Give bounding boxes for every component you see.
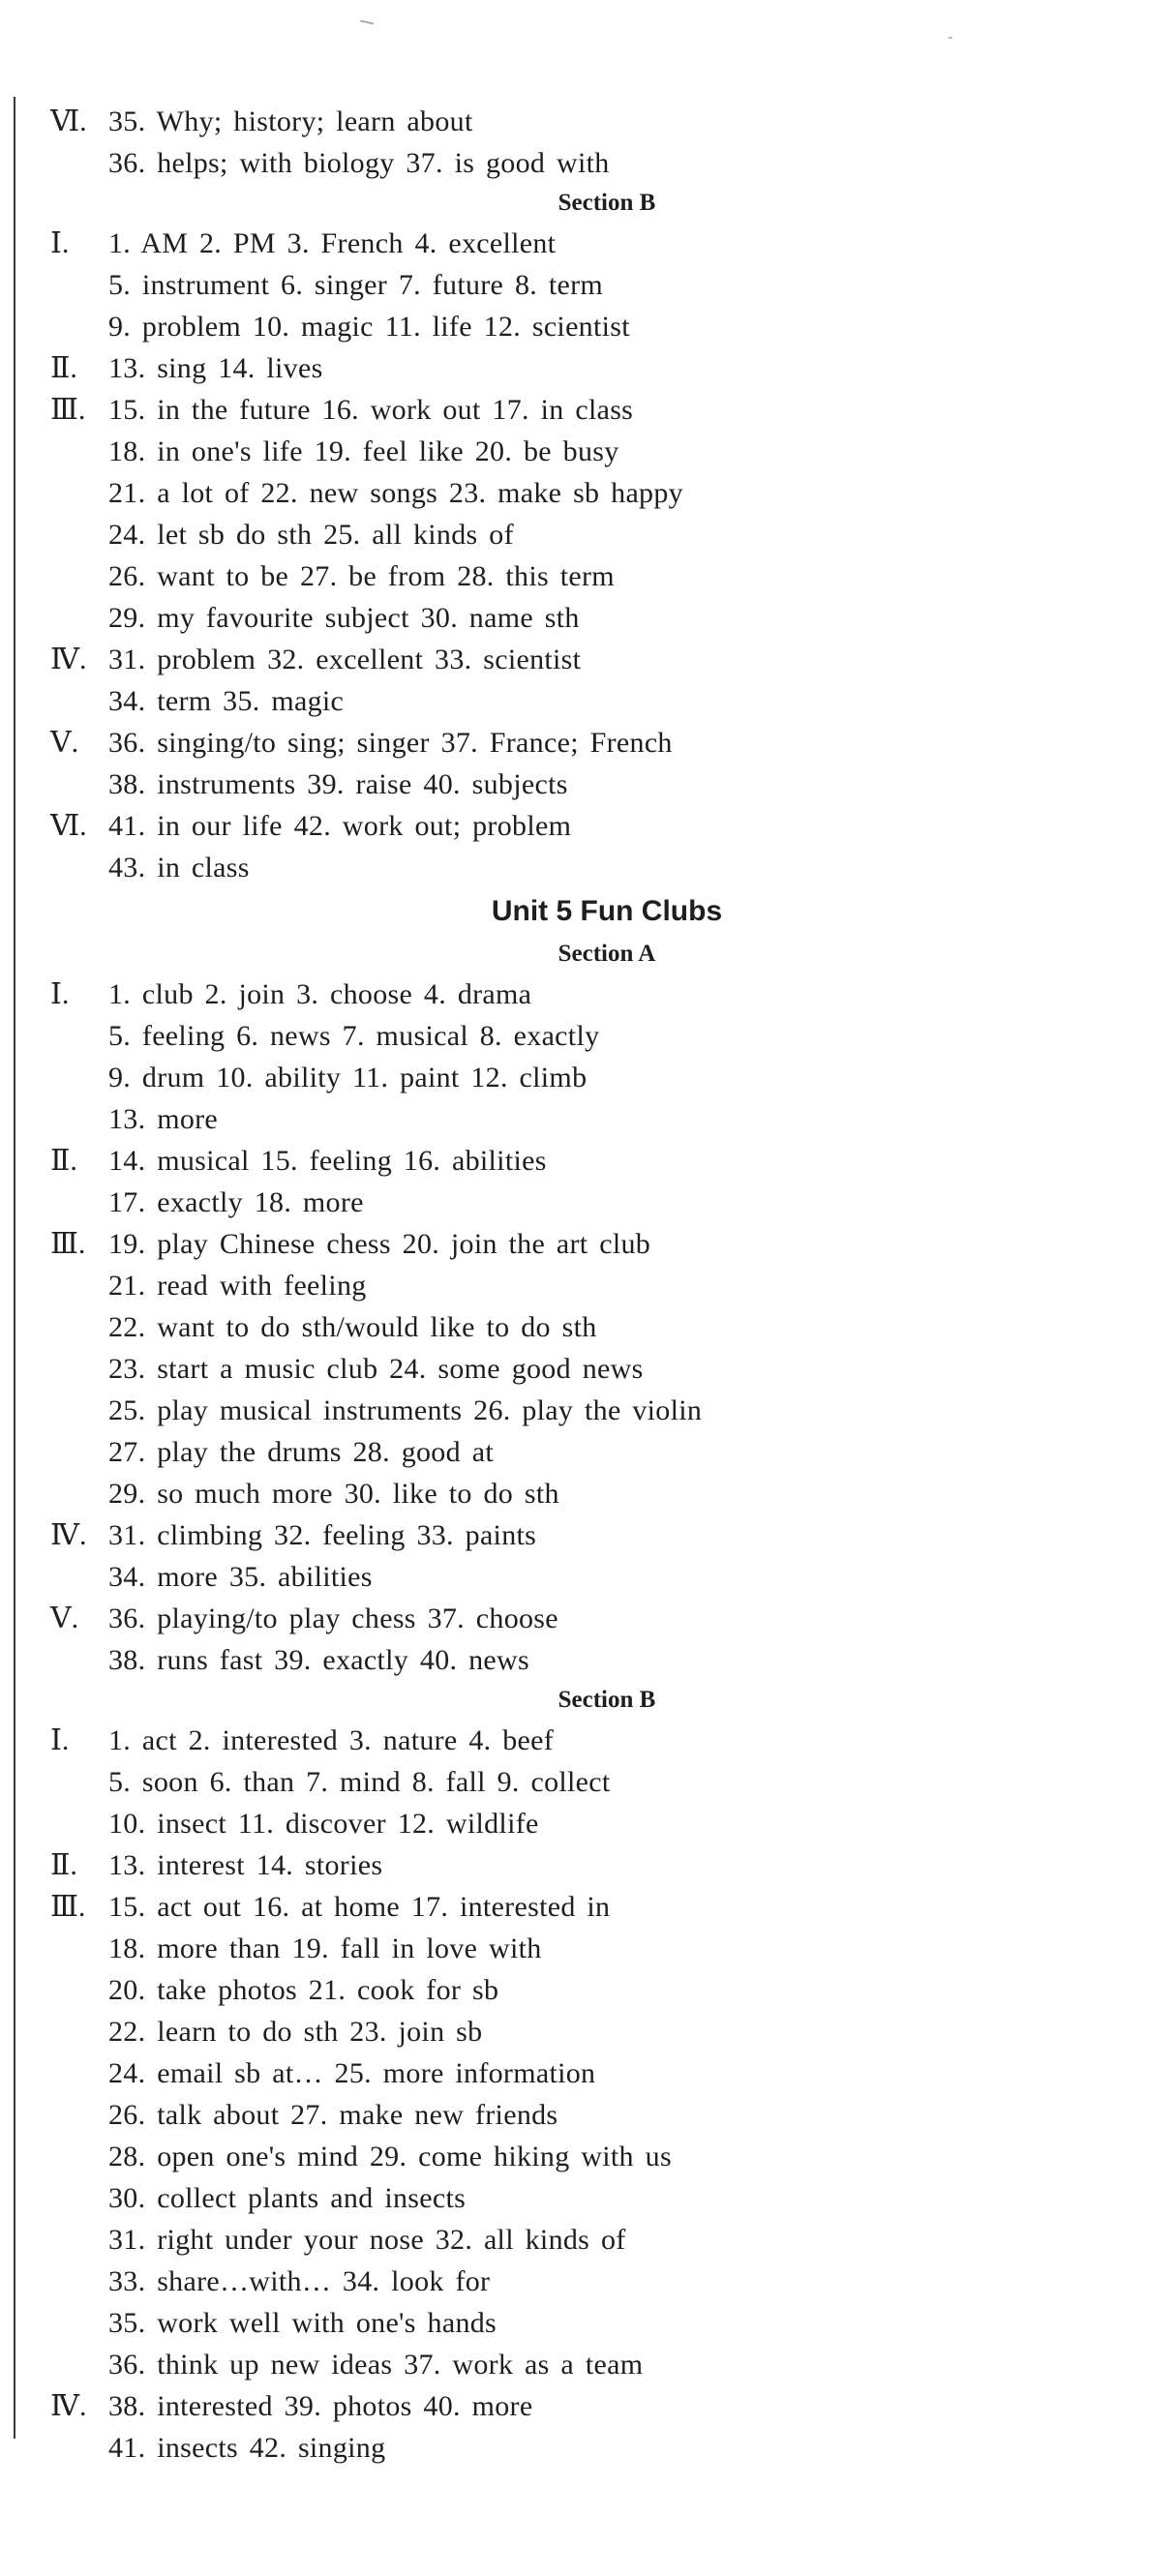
answer-line xyxy=(0,1223,1175,1265)
answer-line xyxy=(0,1057,1175,1098)
exercise-numeral: Ⅱ. xyxy=(50,1145,77,1177)
answer-line xyxy=(0,1348,1175,1390)
answer-text: 38. interested 39. photos 40. more xyxy=(108,2390,533,2422)
answer-text: 15. act out 16. at home 17. interested in xyxy=(108,1891,611,1923)
answer-text: 31. problem 32. excellent 33. scientist xyxy=(108,644,582,675)
exercise-numeral: Ⅳ. xyxy=(50,1519,87,1551)
answer-line xyxy=(0,1306,1175,1348)
answer-line xyxy=(0,1265,1175,1306)
answer-line xyxy=(0,2385,1175,2427)
answer-text: 34. term 35. magic xyxy=(108,685,345,717)
section-heading: Section B xyxy=(557,1687,656,1713)
answer-text: 38. instruments 39. raise 40. subjects xyxy=(108,768,568,800)
answer-line xyxy=(0,2302,1175,2344)
exercise-numeral: Ⅲ. xyxy=(50,1228,86,1260)
section-heading: Section B xyxy=(557,190,656,216)
answer-line xyxy=(0,1556,1175,1598)
answer-text: 15. in the future 16. work out 17. in class xyxy=(108,394,634,426)
exercise-numeral: Ⅴ. xyxy=(50,727,79,759)
answer-line xyxy=(0,514,1175,555)
answer-text: 5. instrument 6. singer 7. future 8. term xyxy=(108,269,604,301)
answer-line xyxy=(0,2427,1175,2469)
answer-line xyxy=(0,1182,1175,1223)
answer-text: 36. think up new ideas 37. work as a team xyxy=(108,2349,644,2381)
answer-line xyxy=(0,1886,1175,1928)
answer-line xyxy=(0,347,1175,389)
answer-text: 36. helps; with biology 37. is good with xyxy=(108,147,610,179)
answer-line xyxy=(0,722,1175,764)
answer-text: 13. sing 14. lives xyxy=(108,352,323,384)
answer-text: 23. start a music club 24. some good news xyxy=(108,1353,644,1385)
answer-text: 33. share…with… 34. look for xyxy=(108,2265,491,2297)
answer-text: 22. want to do sth/would like to do sth xyxy=(108,1311,597,1343)
answer-text: 1. club 2. join 3. choose 4. drama xyxy=(108,978,532,1010)
answer-text: 38. runs fast 39. exactly 40. news xyxy=(108,1644,529,1676)
answer-line xyxy=(0,764,1175,805)
answer-line xyxy=(0,1015,1175,1057)
answer-text: 41. insects 42. singing xyxy=(108,2432,386,2464)
exercise-numeral: Ⅱ. xyxy=(50,352,77,384)
scan-mark xyxy=(360,20,374,25)
answer-line xyxy=(0,1598,1175,1639)
answer-line xyxy=(0,101,1175,142)
answer-text: 26. want to be 27. be from 28. this term xyxy=(108,560,615,592)
answer-text: 27. play the drums 28. good at xyxy=(108,1436,494,1468)
exercise-numeral: Ⅰ. xyxy=(50,227,70,259)
answer-line xyxy=(0,2136,1175,2177)
answer-text: 13. interest 14. stories xyxy=(108,1849,383,1881)
answer-line xyxy=(0,2177,1175,2219)
answer-text: 31. right under your nose 32. all kinds of xyxy=(108,2224,626,2256)
answer-line xyxy=(0,1140,1175,1182)
answer-text: 31. climbing 32. feeling 33. paints xyxy=(108,1519,537,1551)
answer-text: 25. play musical instruments 26. play the violin xyxy=(108,1394,703,1426)
answer-text: 35. Why; history; learn about xyxy=(108,105,473,137)
answer-text: 36. playing/to play chess 37. choose xyxy=(108,1603,558,1634)
exercise-numeral: Ⅳ. xyxy=(50,644,87,675)
answer-line xyxy=(0,1473,1175,1514)
answer-text: 9. drum 10. ability 11. paint 12. climb xyxy=(108,1062,588,1093)
answer-line xyxy=(0,2011,1175,2052)
answer-line xyxy=(0,2219,1175,2261)
answer-text: 26. talk about 27. make new friends xyxy=(108,2099,558,2131)
answer-line xyxy=(0,1969,1175,2011)
exercise-numeral: Ⅲ. xyxy=(50,1891,86,1923)
exercise-numeral: Ⅰ. xyxy=(50,1724,70,1756)
answer-line xyxy=(0,805,1175,847)
answer-line xyxy=(0,1431,1175,1473)
answer-text: 18. more than 19. fall in love with xyxy=(108,1932,542,1964)
answer-line xyxy=(0,1844,1175,1886)
answer-text: 43. in class xyxy=(108,852,250,884)
answer-line xyxy=(0,847,1175,888)
section-heading: Section A xyxy=(557,941,656,967)
answer-line xyxy=(0,264,1175,306)
answer-text: 28. open one's mind 29. come hiking with us xyxy=(108,2141,672,2172)
answer-line xyxy=(0,142,1175,184)
answer-line xyxy=(0,1639,1175,1681)
answer-line xyxy=(0,306,1175,347)
answer-line xyxy=(0,597,1175,639)
answer-text: 14. musical 15. feeling 16. abilities xyxy=(108,1145,547,1177)
answer-text: 10. insect 11. discover 12. wildlife xyxy=(108,1808,539,1840)
answer-line xyxy=(0,973,1175,1015)
answer-text: 5. feeling 6. news 7. musical 8. exactly xyxy=(108,1020,600,1052)
scan-dot xyxy=(949,37,952,39)
answer-line xyxy=(0,389,1175,431)
answer-text: 41. in our life 42. work out; problem xyxy=(108,810,572,842)
answer-text: 18. in one's life 19. feel like 20. be busy xyxy=(108,435,619,467)
answer-line xyxy=(0,1803,1175,1844)
answer-text: 30. collect plants and insects xyxy=(108,2182,467,2214)
answer-line xyxy=(0,2052,1175,2094)
exercise-numeral: Ⅳ. xyxy=(50,2390,87,2422)
exercise-numeral: Ⅲ. xyxy=(50,394,86,426)
answer-line xyxy=(0,2344,1175,2385)
exercise-numeral: Ⅵ. xyxy=(50,810,87,842)
answer-text: 24. let sb do sth 25. all kinds of xyxy=(108,519,514,551)
answer-line xyxy=(0,1514,1175,1556)
answer-line xyxy=(0,223,1175,264)
unit-title: Unit 5 Fun Clubs xyxy=(491,895,723,927)
answer-text: 29. my favourite subject 30. name sth xyxy=(108,602,580,634)
answer-line xyxy=(0,680,1175,722)
answer-line xyxy=(0,555,1175,597)
exercise-numeral: Ⅴ. xyxy=(50,1603,79,1634)
answer-text: 1. act 2. interested 3. nature 4. beef xyxy=(108,1724,555,1756)
answer-text: 22. learn to do sth 23. join sb xyxy=(108,2016,483,2048)
answer-text: 24. email sb at… 25. more information xyxy=(108,2057,596,2089)
answer-text: 17. exactly 18. more xyxy=(108,1186,364,1218)
exercise-numeral: Ⅵ. xyxy=(50,105,87,137)
answer-line xyxy=(0,1390,1175,1431)
answer-text: 29. so much more 30. like to do sth xyxy=(108,1478,559,1510)
answer-line xyxy=(0,1720,1175,1761)
answer-line xyxy=(0,2261,1175,2302)
answer-text: 9. problem 10. magic 11. life 12. scientist xyxy=(108,311,630,343)
answer-line xyxy=(0,1761,1175,1803)
answer-text: 19. play Chinese chess 20. join the art club xyxy=(108,1228,651,1260)
answer-key-content xyxy=(0,101,1175,2469)
answer-text: 36. singing/to sing; singer 37. France; French xyxy=(108,727,673,759)
answer-text: 1. AM 2. PM 3. French 4. excellent xyxy=(108,227,557,259)
answer-text: 13. more xyxy=(108,1103,219,1135)
answer-text: 20. take photos 21. cook for sb xyxy=(108,1974,499,2006)
answer-text: 34. more 35. abilities xyxy=(108,1561,373,1593)
answer-text: 35. work well with one's hands xyxy=(108,2307,497,2339)
answer-line xyxy=(0,639,1175,680)
exercise-numeral: Ⅰ. xyxy=(50,978,70,1010)
answer-line xyxy=(0,2094,1175,2136)
answer-line xyxy=(0,431,1175,472)
answer-text: 21. read with feeling xyxy=(108,1270,367,1302)
answer-line xyxy=(0,1098,1175,1140)
answer-line xyxy=(0,472,1175,514)
answer-text: 21. a lot of 22. new songs 23. make sb happy xyxy=(108,477,683,509)
answer-text: 5. soon 6. than 7. mind 8. fall 9. collect xyxy=(108,1766,611,1798)
answer-line xyxy=(0,1928,1175,1969)
exercise-numeral: Ⅱ. xyxy=(50,1849,77,1881)
